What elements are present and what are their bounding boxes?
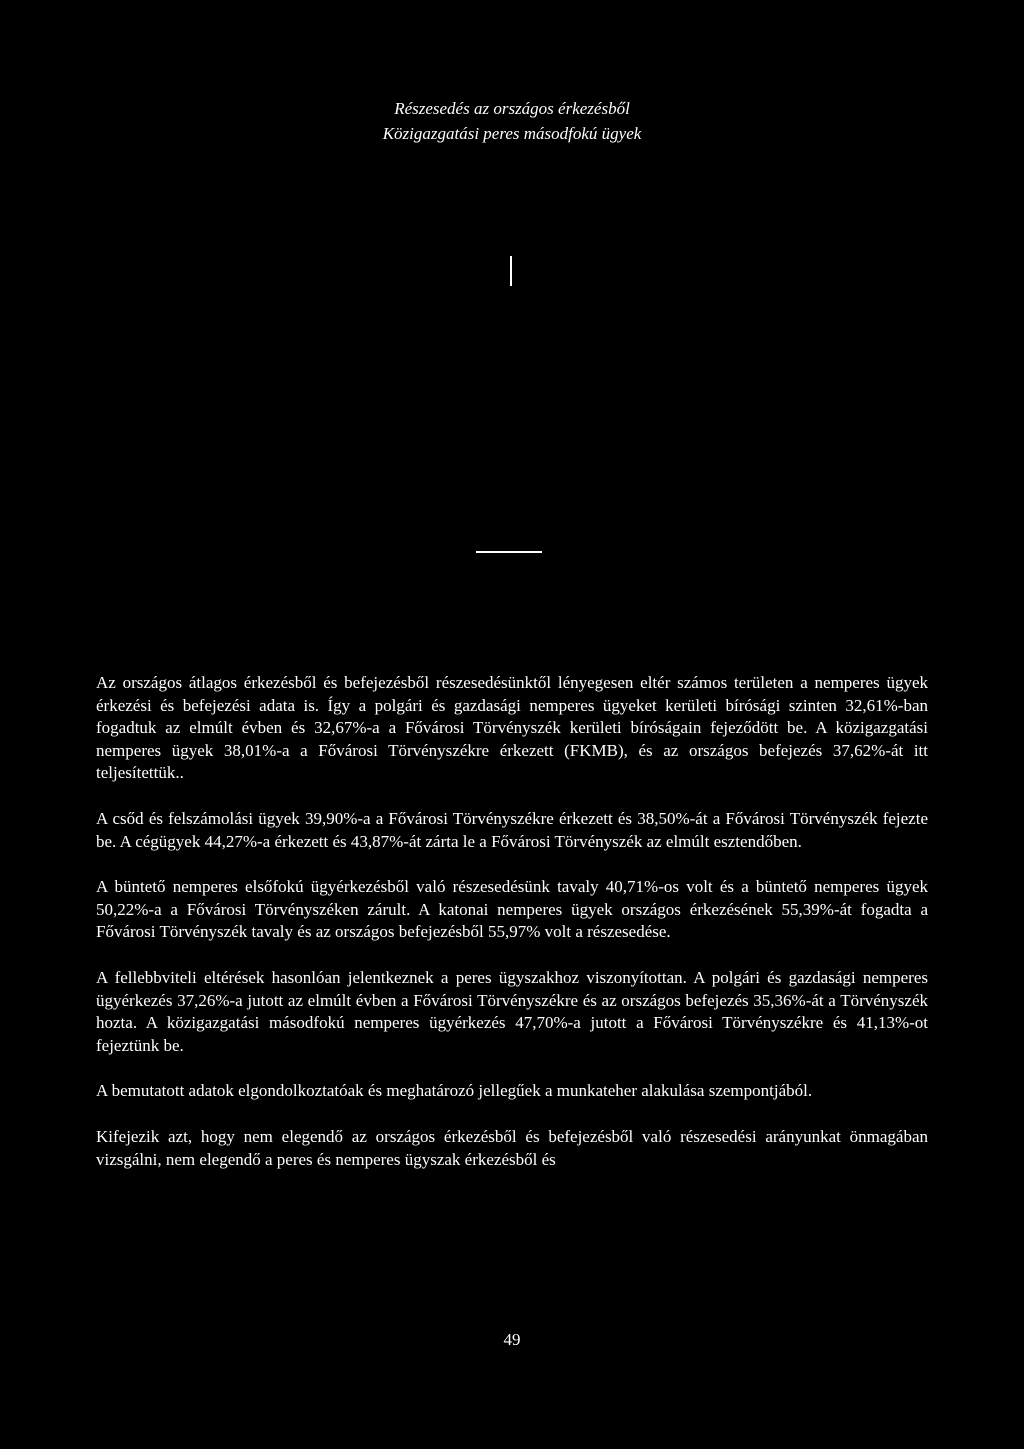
figure-title-line-1: Részesedés az országos érkezésből	[394, 99, 630, 118]
page-number: 49	[503, 1330, 521, 1349]
paragraph: Az országos átlagos érkezésből és befejezésből részesedésünktől lényegesen eltér számos területen a nemperes ügyek érkezési és befejezési adata is. Így a polgári és gazdasági nemperes ügyeket kerületi bírósági szinten 32,61%-ban fogadtuk az elmúlt évben és 32,67%-a a Fővárosi Törvényszék kerületi bíróságain fejeződött be. A közigazgatási nemperes ügyek 38,01%-a a Fővárosi Törvényszékre érkezett (FKMB), és az országos befejezés 37,62%-át itt teljesítettük..	[96, 673, 928, 783]
body-text	[96, 672, 928, 1194]
figure-title-line-2: Közigazgatási peres másodfokú ügyek	[382, 124, 642, 143]
chart-area	[96, 170, 928, 590]
paragraph: A bemutatott adatok elgondolkoztatóak és meghatározó jellegűek a munkateher alakulása szempontjából.	[96, 1081, 813, 1101]
chart-tick-mark	[510, 256, 512, 286]
figure-title	[0, 96, 1024, 146]
paragraph: A fellebbviteli eltérések hasonlóan jelentkeznek a peres ügyszakhoz viszonyítottan. A polgári és gazdasági nemperes ügyérkezés 37,26%-a jutott az elmúlt évben a Fővárosi Törvényszékre és az országos befejezés 35,36%-át a Törvényszék hozta. A közigazgatási másodfokú nemperes ügyérkezés 47,70%-a jutott a Fővárosi Törvényszékre és 41,13%-ot fejeztünk be.	[96, 967, 928, 1055]
paragraph: Kifejezik azt, hogy nem elegendő az országos érkezésből és befejezésből való részesedési arányunkat önmagában vizsgálni, nem elegendő a peres és nemperes ügyszak érkezésből és	[96, 1126, 928, 1169]
chart-baseline-fragment	[476, 551, 542, 553]
paragraph: A csőd és felszámolási ügyek 39,90%-a a Fővárosi Törvényszékre érkezett és 38,50%-át a Fővárosi Törvényszék fejezte be. A cégügyek 44,27%-a érkezett és 43,87%-át zárta le a Fővárosi Törvényszék az elmúlt esztendőben.	[96, 808, 928, 851]
paragraph: A büntető nemperes elsőfokú ügyérkezésből való részesedésünk tavaly 40,71%-os volt és a büntető nemperes ügyek 50,22%-a a Fővárosi Törvényszéken zárult. A katonai nemperes ügyek országos érkezésének 55,39%-át fogadta a Fővárosi Törvényszék tavaly és az országos befejezésből 55,97% volt a részesedése.	[96, 877, 928, 942]
